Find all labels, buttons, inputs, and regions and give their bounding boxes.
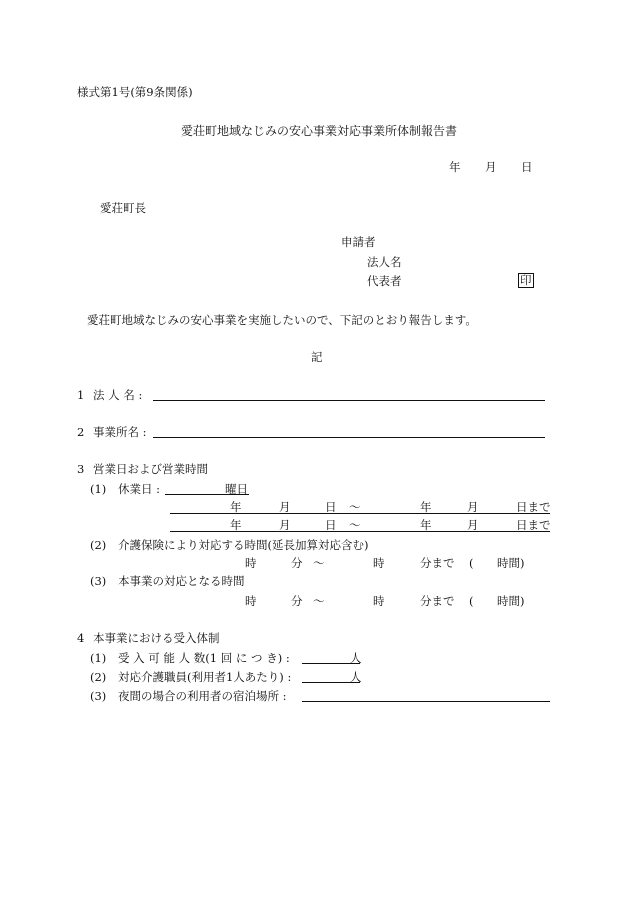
row1-fill-line[interactable] [170, 513, 550, 514]
service-hour-from: 時 [245, 594, 257, 608]
item3-sub3-number: (3) [90, 574, 107, 588]
date-month: 月 [485, 160, 497, 174]
row2-year-from: 年 [230, 518, 242, 532]
item2-label: 事業所名 : [93, 425, 147, 439]
row1-month-to: 月 [467, 500, 479, 514]
form-number: 様式第1号(第9条関係) [77, 85, 193, 99]
item1-number: 1 [77, 388, 85, 402]
seal-mark [518, 273, 534, 288]
representative-label: 代表者 [367, 274, 402, 288]
row2-year-to: 年 [420, 518, 432, 532]
corporation-name-label: 法人名 [367, 255, 402, 269]
document-title: 愛荘町地域なじみの安心事業対応事業所体制報告書 [181, 124, 458, 138]
row2-tilde: 〜 [349, 518, 361, 532]
service-paren-open: ( [469, 594, 474, 608]
item4-sub2-number: (2) [90, 670, 107, 684]
item3-sub2-number: (2) [90, 538, 107, 552]
row2-day-to: 日まで [516, 518, 551, 532]
item4-sub3-label: 夜間の場合の利用者の宿泊場所 : [118, 689, 287, 703]
item4-sub1-number: (1) [90, 651, 107, 665]
row1-month-from: 月 [279, 500, 291, 514]
item3-sub1-label: 休業日 : [118, 482, 161, 496]
item4-sub1-label: 受 入 可 能 人 数(1 回 に つ き) : [118, 651, 290, 665]
row2-month-from: 月 [279, 518, 291, 532]
holiday-suffix: 曜日 [225, 482, 248, 496]
row1-day-to: 日まで [516, 500, 551, 514]
ki-heading: 記 [311, 350, 323, 364]
lodging-fill-line[interactable] [302, 701, 550, 702]
care-hour-to: 時 [373, 556, 385, 570]
item4-number: 4 [77, 631, 85, 645]
care-hours-total: 時間) [497, 556, 525, 570]
item4-sub2-label: 対応介護職員(利用者1人あたり) : [118, 670, 292, 684]
item3-sub1-number: (1) [90, 482, 107, 496]
capacity-unit: 人 [350, 651, 362, 665]
care-minute-to: 分まで [420, 556, 455, 570]
row2-month-to: 月 [467, 518, 479, 532]
care-hour-from: 時 [245, 556, 257, 570]
service-hour-to: 時 [373, 594, 385, 608]
row1-year-from: 年 [230, 500, 242, 514]
addressee: 愛荘町長 [100, 201, 146, 215]
item3-sub2-label: 介護保険により対応する時間(延長加算対応含む) [118, 538, 369, 552]
item2-fill-line[interactable] [153, 437, 545, 438]
item3-sub3-label: 本事業の対応となる時間 [118, 574, 245, 588]
row1-year-to: 年 [420, 500, 432, 514]
date-day: 日 [521, 160, 533, 174]
item3-number: 3 [77, 462, 85, 476]
date-year: 年 [449, 160, 461, 174]
item4-label: 本事業における受入体制 [93, 631, 220, 645]
item2-number: 2 [77, 425, 85, 439]
service-hours-total: 時間) [497, 594, 525, 608]
item4-sub3-number: (3) [90, 689, 107, 703]
row1-tilde: 〜 [349, 500, 361, 514]
service-minute-to: 分まで [420, 594, 455, 608]
service-tilde: 〜 [313, 594, 325, 608]
care-minute-from: 分 [291, 556, 303, 570]
row1-day-from: 日 [325, 500, 337, 514]
row2-fill-line[interactable] [170, 531, 550, 532]
item1-label: 法 人 名 : [93, 388, 143, 402]
care-tilde: 〜 [313, 556, 325, 570]
intro-text: 愛荘町地域なじみの安心事業を実施したいので、下記のとおり報告します。 [87, 313, 477, 327]
row2-day-from: 日 [325, 518, 337, 532]
service-minute-from: 分 [291, 594, 303, 608]
item1-fill-line[interactable] [153, 400, 545, 401]
item3-label: 営業日および営業時間 [93, 462, 208, 476]
staff-unit: 人 [350, 670, 362, 684]
care-paren-open: ( [469, 556, 474, 570]
seal-text: 印 [520, 273, 532, 287]
applicant-label: 申請者 [341, 235, 376, 249]
